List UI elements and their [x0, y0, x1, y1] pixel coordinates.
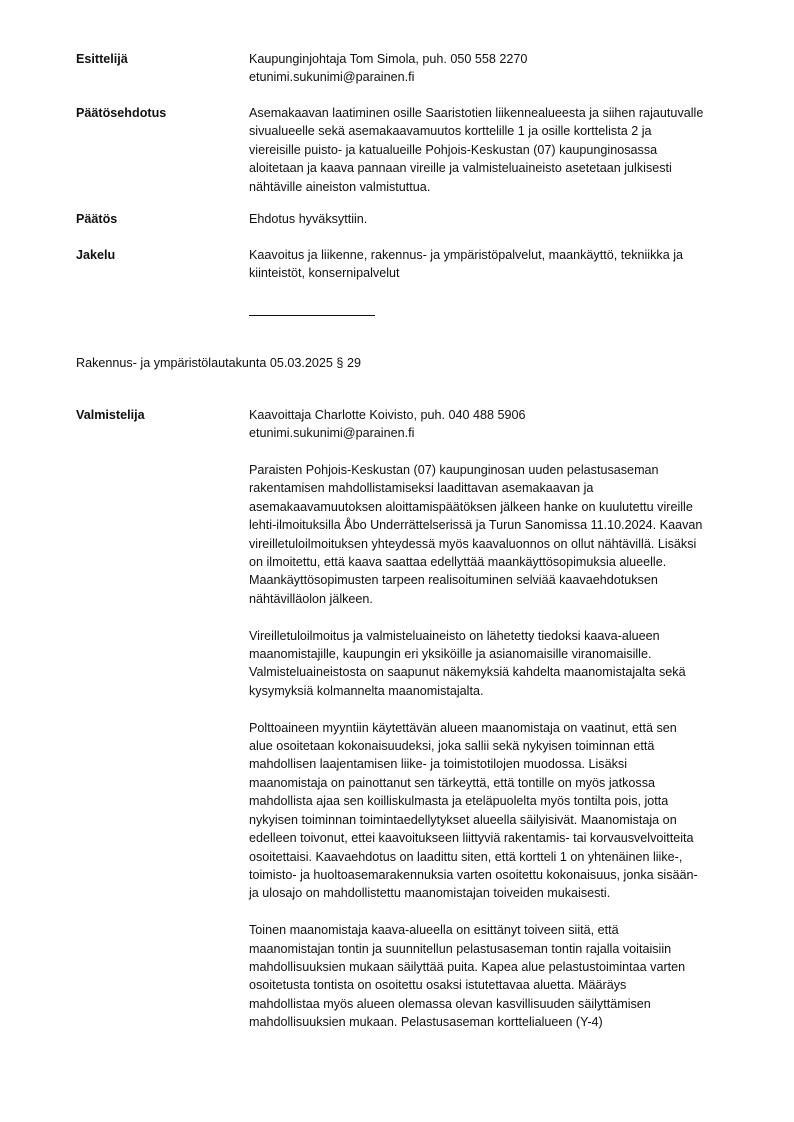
text-line: rakentamisen mahdollistamiseksi laadittavan asemakaavan ja: [249, 481, 594, 496]
text-line: Toinen maanomistaja kaava-alueella on esittänyt toiveen siitä, että: [249, 923, 619, 938]
text-line: maanomistajan tontin ja suunnitellun pelastusaseman tontin rajalla voitaisiin: [249, 941, 672, 956]
preparer-content: [249, 406, 740, 443]
proposal-line: viereisille puisto- ja katualueille Pohjois-Keskustan (07) kaupunginosassa: [249, 142, 658, 157]
decision-label: Päätös: [76, 212, 118, 226]
presenter-label: Esittelijä: [76, 52, 128, 66]
preparer-email: etunimi.sukunimi@parainen.fi: [249, 426, 415, 441]
text-line: Paraisten Pohjois-Keskustan (07) kaupunginosan uuden pelastusaseman: [249, 463, 659, 477]
text-line: osoitettaisi. Kaavaehdotus on laadittu siten, että kortteli 1 on yhtenäinen liike-,: [249, 849, 683, 864]
body-paragraphs: [249, 461, 740, 1032]
text-line: edelleen toivonut, ettei kaavoitukseen liittyviä rakentamis- tai korvausvelvoitteita: [249, 831, 694, 846]
meeting-header: Rakennus- ja ympäristölautakunta 05.03.2025 § 29: [76, 356, 361, 370]
signature-divider: [249, 315, 375, 316]
text-line: mahdollisuuksien mukaan säilyttää puita. Kapea alue pelastustoimintaa varten: [249, 959, 686, 974]
text-line: mahdollisen laajentamisen liike- ja toimistotilojen muodossa. Lisäksi: [249, 757, 627, 772]
proposal-line: nähtäville aineiston valmistuttua.: [249, 179, 431, 194]
body-paragraph-2: [249, 627, 740, 701]
text-line: maanomistajille, kaupungin eri yksiköille ja asianomaisille viranomaisille.: [249, 647, 652, 662]
proposal-line: aloitetaan ja kaava pannaan vireille ja valmisteluaineisto asetetaan julkisesti: [249, 161, 672, 176]
body-paragraph-3: [249, 719, 740, 903]
text-line: vireilletuloilmoituksen yhteydessä myös kaavaluonnos on ollut nähtävillä. Lisäksi: [249, 536, 697, 551]
text-line: maanomistaja on painottanut sen tärkeyttä, että tontille on myös jatkossa: [249, 775, 656, 790]
text-line: Maankäyttösopimusten tarpeen realisoituminen selviää kaavaehdotuksen: [249, 573, 658, 588]
proposal-line: Asemakaavan laatiminen osille Saaristotien liikennealueesta ja siihen rajautuvalle: [249, 106, 704, 120]
text-line: lehti-ilmoituksilla Åbo Underrättelserissä ja Turun Sanomissa 11.10.2024. Kaavan: [249, 518, 703, 533]
distribution-label: Jakelu: [76, 248, 116, 262]
text-line: nähtävilläolon jälkeen.: [249, 591, 373, 606]
text-line: Polttoaineen myyntiin käytettävän alueen maanomistaja on vaatinut, että sen: [249, 720, 677, 735]
text-line: osoitetusta tontista on osoitettu osaksi istutettavaa aluetta. Määräys: [249, 978, 627, 993]
body-paragraph-1: [249, 461, 740, 608]
distribution-content: [249, 246, 740, 283]
presenter-line: Kaupunginjohtaja Tom Simola, puh. 050 558 2270: [249, 52, 528, 66]
decision-content: [249, 210, 740, 228]
preparer-line: Kaavoittaja Charlotte Koivisto, puh. 040 488 5906: [249, 408, 526, 422]
text-line: alue osoitetaan kokonaisuudeksi, joka sallii sekä nykyisen toiminnan että: [249, 739, 655, 754]
presenter-content: [249, 50, 740, 87]
presenter-email: etunimi.sukunimi@parainen.fi: [249, 70, 415, 85]
text-line: on ilmoitettu, että kaava saattaa edellyttää maankäyttösopimuksia alueelle.: [249, 555, 667, 570]
text-line: Valmisteluaineistosta on saapunut näkemyksiä kahdelta maanomistajalta sekä: [249, 665, 686, 680]
body-paragraph-4: [249, 921, 740, 1031]
text-line: toimisto- ja huoltoasemarakennuksia varten osoitettu kokonaisuus, jonka sisään-: [249, 867, 698, 882]
text-line: kysymyksiä kolmannelta maanomistajalta.: [249, 683, 484, 698]
text-line: ja ulosajo on mahdollistettu maanomistajan toiveiden mukaisesti.: [249, 886, 611, 901]
text-line: mahdollista ajaa sen koilliskulmasta ja eteläpuolelta myös tontilta pois, jotta: [249, 794, 669, 809]
distribution-line: kiinteistöt, konsernipalvelut: [249, 266, 400, 281]
text-line: mahdollisuuksien mukaan. Pelastusaseman korttelialueen (Y-4): [249, 1015, 603, 1030]
text-line: nykyisen toiminnan toimintaedellytykset alueella säilyisivät. Maanomistaja on: [249, 812, 677, 827]
proposal-label: Päätösehdotus: [76, 106, 167, 120]
distribution-line: Kaavoitus ja liikenne, rakennus- ja ympäristöpalvelut, maankäyttö, tekniikka ja: [249, 248, 684, 262]
text-line: asemakaavamuutoksen aloittamispäätöksen jälkeen hanke on kuulutettu vireille: [249, 499, 693, 514]
proposal-line: sivualueelle sekä asemakaavamuutos korttelille 1 ja osille korttelista 2 ja: [249, 124, 652, 139]
preparer-label: Valmistelija: [76, 408, 145, 422]
text-line: Vireilletuloilmoitus ja valmisteluaineisto on lähetetty tiedoksi kaava-alueen: [249, 628, 660, 643]
decision-text: Ehdotus hyväksyttiin.: [249, 212, 368, 226]
text-line: mahdollistaa myös alueen olemassa olevan kasvillisuuden säilyttämisen: [249, 996, 651, 1011]
proposal-content: [249, 104, 740, 196]
